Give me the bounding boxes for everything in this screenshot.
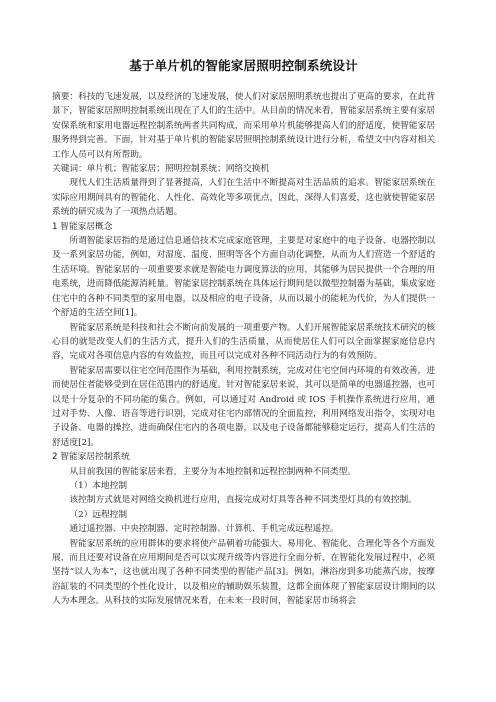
section-2-heading: 2 智能家居控制系统 bbox=[52, 452, 130, 463]
subheading-local-control: （1）本地控制 bbox=[69, 480, 128, 491]
document-title: 基于单片机的智能家居照明控制系统设计 bbox=[129, 58, 358, 73]
subheading-remote-control: （2）远程控制 bbox=[69, 509, 128, 520]
section-2-paragraph-1: 从目前我国的智能家居来看，主要分为本地控制和远程控制两种不同类型。 bbox=[69, 466, 357, 477]
section-1-paragraph-1: 所谓智能家居指的是通过信息通信技术完成家庭管理，主要是对家庭中的电子设备、电器控制以及一系列家居功能，例如，对湿度、温度、照明等各个方面自动化调整，从而为人们营造一个舒适的生活环境。智能家居的一项重要要求就是智能电力调度算法的应用，其能够为居民提供一个合理的用电系统，进而降低能源消耗量。智能家居控制系统在具体运行期间是以微型控制器为基础，集成家庭住宅中的各种不同类型的家用电器，以及相应的电子设备，从而以最小的能耗为代价，为人们提供一个舒适的生活空间[1]。 bbox=[52, 236, 435, 319]
abstract-paragraph: 摘要：科技的飞速发展，以及经济的飞速发展，使人们对家居照明系统也提出了更高的要求，在此背景下，智能家居照明控制系统出现在了人们的生活中。从目前的情况来看，智能家居系统主要有家居安保系统和家用电器远程控制系统两者共同构成，而采用单片机能够提高人们的舒适度，使智能家居服务得到完善。下面，针对基于单片机的智能家居照明控制系统设计进行分析，希望文中内容对相关工作人员可以有所帮助。 bbox=[52, 92, 435, 160]
section-1-paragraph-2: 智能家居系统是科技和社会不断向前发展的一项重要产物。人们开展智能家居系统技术研究的核心目的就是改变人们的生活方式，提升人们的生活质量，从而使居住人们可以全面掌握家庭信息内容，完成对各项信息内容的有效监控，而且可以完成对各种不同活动行为的有效预防。 bbox=[52, 322, 435, 362]
intro-paragraph: 现代人们生活质量得到了显著提高，人们在生活中不断提高对生活品质的追求。智能家居系统在实际应用期间具有的智能化、人性化、高效化等多项优点，因此，深得人们喜爱，这也就使智能家居系统的研究成为了一项热点话题。 bbox=[52, 178, 435, 218]
keywords-line: 关键词：单片机；智能家居；照明控制系统；网络交换机 bbox=[52, 164, 270, 175]
section-1-paragraph-3: 智能家居需要以住宅空间范围作为基础，利用控制系统，完成对住宅空间内环境的有效改善，进而使居住者能够受到在居住范围内的舒适度。针对智能家居来说，其可以是简单的电器遥控器，也可以是十分复杂的不同功能的集合。例如，可以通过对 Android 或 IOS 手机操作系统进行应用，通过对手势、人像、语音等进行识别，完成对住宅内部情况的全面监控，利用网络发出指令，实现对电子设备、电器的操控，进而确保住宅内的各项电器，以及电子设备都能够稳定运行，提高人们生活的舒适度[2]。 bbox=[52, 365, 435, 448]
section-1-heading: 1 智能家居概念 bbox=[52, 221, 113, 232]
section-2-paragraph-3: 通过遥控器、中央控制器、定时控制器、计算机、手机完成远程遥控。 bbox=[69, 524, 339, 535]
section-2-paragraph-4: 智能家居系统的应用群体的要求将使产品朝着功能强大、易用化、智能化、合理化等各个方面发展，而且还要对设备在应用期间是否可以实现升级等内容进行全面分析，在智能化发展过程中，必须坚持“以人为本”，这也就出现了各种不同类型的智能产品[3]。例如，淋浴房到多功能蒸汽房，按摩浴缸装的不同类型的个性化设计，以及相应的辅助娱乐装置，这都全面体现了智能家居设计期间的以人为本理念。从科技的实际发展情况来看，在未来一段时间，智能家居市场将会 bbox=[52, 538, 435, 607]
section-2-paragraph-2: 该控制方式就是对网络交换机进行应用，直接完成对灯具等各种不同类型灯具的有效控制。 bbox=[69, 495, 417, 506]
